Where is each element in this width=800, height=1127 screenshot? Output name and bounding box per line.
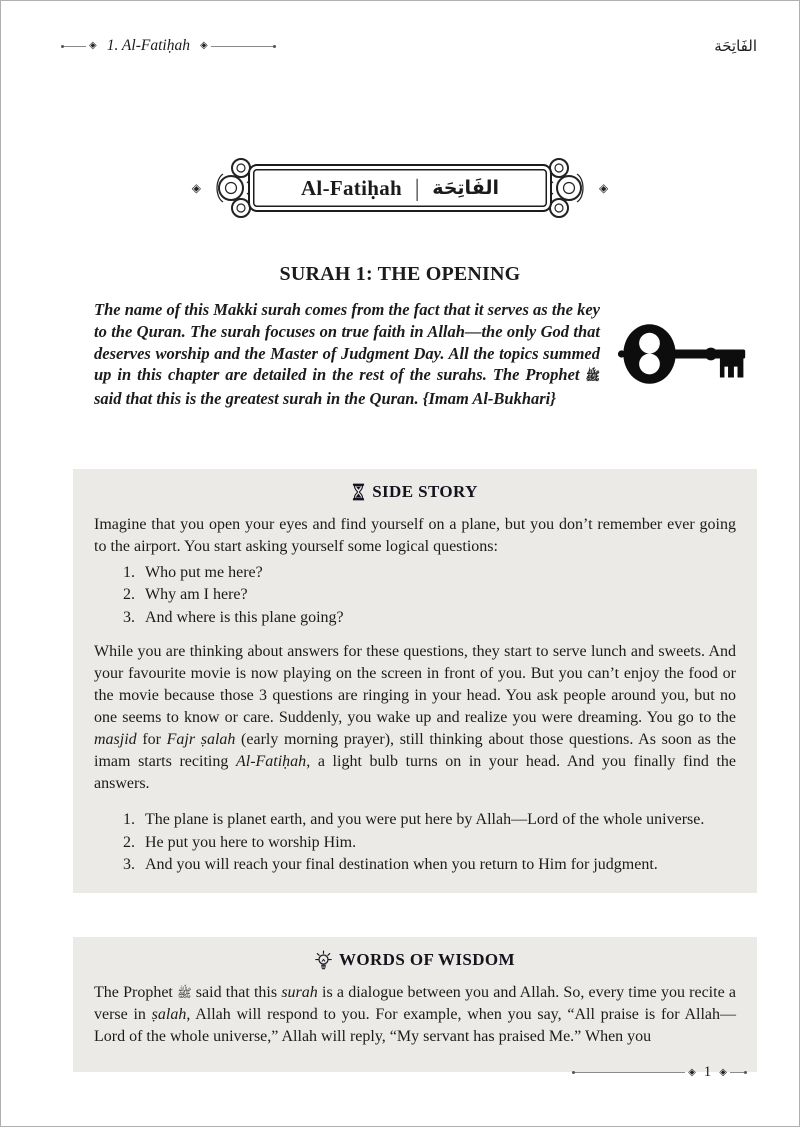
rule-dot <box>273 45 276 48</box>
title-plate-box <box>248 164 552 212</box>
words-of-wisdom-box <box>73 937 757 1072</box>
list-item: 3. And where is this plane going? <box>139 607 736 629</box>
header-arabic-title: الفَاتِحَة <box>714 37 757 55</box>
intro-section <box>94 299 757 410</box>
lightbulb-icon <box>315 950 332 970</box>
text-segment: Al-Fatiḥah <box>235 753 307 771</box>
words-of-wisdom-heading-label: WORDS OF WISDOM <box>338 950 516 970</box>
page-number: 1 <box>703 1064 712 1080</box>
list-item: 2. He put you here to worship Him. <box>139 832 736 854</box>
words-of-wisdom-paragraph <box>94 982 736 1048</box>
key-illustration <box>600 299 757 410</box>
diamond-ornament-icon: ◈ <box>191 181 201 195</box>
floral-ornament-icon <box>547 156 601 220</box>
text-segment: masjid <box>94 731 137 749</box>
diamond-ornament-icon: ◈ <box>719 1066 727 1078</box>
text-segment: The Prophet <box>94 984 178 1002</box>
text-segment: for <box>136 731 167 749</box>
words-of-wisdom-heading <box>94 950 736 970</box>
surah-section-heading: SURAH 1: THE OPENING <box>279 263 521 285</box>
list-item: 3. And you will reach your final destination when you return to Him for judgment. <box>139 854 736 876</box>
text-segment: said that this <box>191 984 282 1002</box>
text-segment: , a light bulb turns on in your head. And you finally find the answers. <box>94 753 736 793</box>
text-segment: ﷺ <box>177 986 192 1001</box>
rule-line <box>211 46 273 47</box>
side-story-heading <box>94 482 736 502</box>
text-segment: ﷺ <box>585 369 600 384</box>
text-segment: said that this is the greatest surah in the Quran. {Imam Al-Bukhari} <box>94 389 557 409</box>
text-segment: surah <box>281 984 318 1002</box>
side-story-paragraph-2 <box>94 641 736 795</box>
side-story-answers-list <box>94 809 736 876</box>
hourglass-icon <box>352 483 365 501</box>
rule-dot <box>744 1071 747 1074</box>
floral-ornament-icon <box>199 156 253 220</box>
text-segment: , Allah will respond to you. For example, when you say, “All praise is for Allah—Lord of the whole universe,” Allah will reply, “My servant has praised Me.” When you <box>94 1006 737 1046</box>
side-story-paragraph-1: Imagine that you open your eyes and find yourself on a plane, but you don’t remember ever going to the airport. You start asking yourself some logical questions: <box>94 515 736 555</box>
chapter-header-label: 1. Al-Fatiḥah <box>106 37 190 54</box>
side-story-heading-label: SIDE STORY <box>372 481 478 501</box>
text-segment: The name of this Makki surah comes from the fact that it serves as the key to the Quran. The surah focuses on true faith in Allah—the only God that deserves worship and the Master of Judgment Day. All the topics summed up in this chapter are detailed in the rest of the surahs. The Prophet <box>94 300 600 385</box>
diamond-ornament-icon: ◈ <box>599 181 609 195</box>
side-story-box <box>73 469 757 893</box>
rule-line <box>64 46 86 47</box>
text-segment: (early morning prayer), still thinking about those questions. As soon as the imam starts reciting <box>94 731 736 771</box>
side-story-questions-list <box>94 562 736 629</box>
diamond-ornament-icon: ◈ <box>688 1066 696 1078</box>
text-segment: While you are thinking about answers for these questions, they start to serve lunch and sweets. And your favourite movie is now playing on the screen in front of you. But you can’t enjoy the food or the movie because those 3 questions are ringing in your head. You ask people around you, but no one seems to know or care. Suddenly, you wake up and realize you were dreaming. You go to the <box>94 643 736 727</box>
surah-name-latin: Al-Fatiḥah <box>300 175 402 200</box>
diamond-ornament-icon: ◈ <box>89 40 97 51</box>
text-segment: Fajr ṣalah <box>166 731 236 749</box>
text-segment: is a dialogue between you and Allah. So, every time you recite a verse in <box>94 984 736 1024</box>
list-item: 1. The plane is planet earth, and you were put here by Allah—Lord of the whole universe. <box>139 809 736 831</box>
list-item: 1. Who put me here? <box>139 562 736 584</box>
rule-line <box>730 1072 744 1073</box>
text-segment: ṣalah <box>151 1006 187 1024</box>
header-rule-left <box>61 37 276 55</box>
page-footer <box>572 1064 747 1081</box>
surah-name-arabic: الفَاتِحَة <box>432 177 500 199</box>
list-item: 2. Why am I here? <box>139 584 736 606</box>
intro-paragraph <box>94 299 600 410</box>
title-divider: | <box>414 173 420 202</box>
rule-line <box>575 1072 685 1073</box>
surah-title-plate <box>1 157 799 219</box>
diamond-ornament-icon: ◈ <box>199 40 208 51</box>
key-icon <box>617 321 747 387</box>
running-header <box>1 1 799 55</box>
